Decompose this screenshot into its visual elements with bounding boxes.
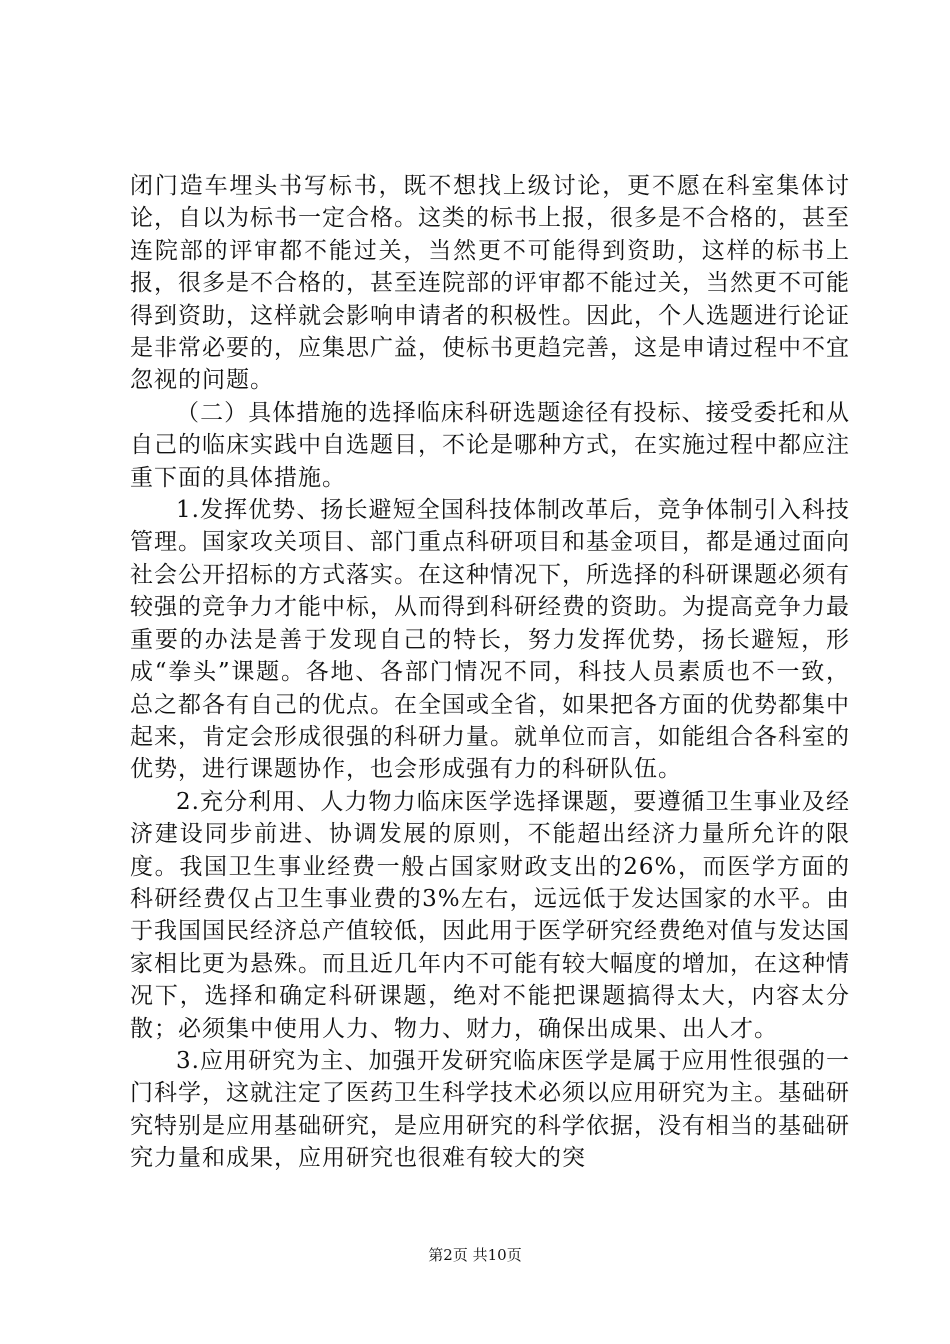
paragraph-point-two: 2.充分利用、人力物力临床医学选择课题，要遵循卫生事业及经济建设同步前进、协调发展的原则，不能超出经济力量所允许的限度。我国卫生事业经费一般占国家财政支出的26%，而医学方面的科研经费仅占卫生事业费的3%左右，远远低于发达国家的水平。由于我国国民经济总产值较低，因此用于医学研究经费绝对值与发达国家相比更为悬殊。而且近几年内不可能有较大幅度的增加，在这种情况下，选择和确定科研课题，绝对不能把课题搞得太大，内容太分散；必须集中使用人力、物力、财力，确保出成果、出人才。 (130, 788, 850, 1042)
paragraph-section-two: （二）具体措施的选择临床科研选题途径有投标、接受委托和从自己的临床实践中自选题目，不论是哪种方式，在实施过程中都应注重下面的具体措施。 (130, 399, 850, 491)
paragraph-point-three: 3.应用研究为主、加强开发研究临床医学是属于应用性很强的一门科学，这就注定了医药卫生科学技术必须以应用研究为主。基础研究特别是应用基础研究，是应用研究的科学依据，没有相当的基础研究力量和成果，应用研究也很难有较大的突 (130, 1047, 850, 1172)
paragraph-point-one: 1.发挥优势、扬长避短全国科技体制改革后，竞争体制引入科技管理。国家攻关项目、部门重点科研项目和基金项目，都是通过面向社会公开招标的方式落实。在这种情况下，所选择的科研课题必须有较强的竞争力才能中标，从而得到科研经费的资助。为提高竞争力最重要的办法是善于发现自己的特长，努力发挥优势，扬长避短，形成“拳头”课题。各地、各部门情况不同，科技人员素质也不一致，总之都各有自己的优点。在全国或全省，如果把各方面的优势都集中起来，肯定会形成很强的科研力量。就单位而言，如能组合各科室的优势，进行课题协作，也会形成强有力的科研队伍。 (130, 497, 850, 783)
page-footer: 第2页 共10页 (428, 1246, 522, 1264)
paragraph-continuation: 闭门造车埋头书写标书，既不想找上级讨论，更不愿在科室集体讨论，自以为标书一定合格。这类的标书上报，很多是不合格的，甚至连院部的评审都不能过关，当然更不可能得到资助，这样的标书上报，很多是不合格的，甚至连院部的评审都不能过关，当然更不可能得到资助，这样就会影响申请者的积极性。因此，个人选题进行论证是非常必要的，应集思广益，使标书更趋完善，这是申请过程中不宜忽视的问题。 (130, 173, 850, 394)
document-body (130, 170, 850, 1175)
